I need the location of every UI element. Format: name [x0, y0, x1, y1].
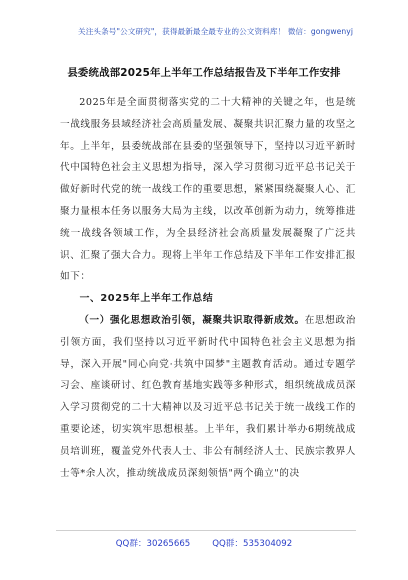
subsection-paragraph	[60, 310, 356, 484]
subsection-heading: （一）强化思想政治引领，凝聚共识取得新成效。	[79, 314, 305, 326]
document-body	[60, 92, 356, 484]
footer	[0, 537, 408, 549]
footer-qq-group-one: QQ群：30265665	[115, 539, 191, 549]
document-title: 县委统战部2025年上半年工作总结报告及下半年工作安排	[67, 67, 341, 79]
subsection-body: 在思想政治引领方面，我们坚持以习近平新时代中国特色社会主义思想为指导，深入开展"同心向党·共筑中国梦"主题教育活动。通过专题学习会、座谈研讨、红色教育基地实践等多种形式，组织统战成员深入学习贯彻党的二十大精神以及习近平总书记关于统一战线工作的重要论述，切实筑牢思想根基。上半年，我们累计举办6期统战成员培训班，覆盖党外代表人士、非公有制经济人士、民族宗教界人士等*余人次，推动统战成员深刻领悟"两个确立"的决	[60, 314, 357, 479]
promo-banner: 关注头条号"公文研究"，获得最新最全最专业的公文资料库！ 微信：gongwenyj	[78, 27, 354, 36]
footer-qq-group-two: QQ群：535304092	[212, 539, 293, 549]
section-heading: 一、2025年上半年工作总结	[79, 293, 214, 305]
footer-divider	[56, 530, 356, 531]
intro-paragraph: 2025年是全面贯彻落实党的二十大精神的关键之年，也是统一战线服务县域经济社会高质量发展、凝聚共识汇聚力量的攻坚之年。上半年，县委统战部在县委的坚强领导下，坚持以习近平新时代中国特色社会主义思想为指导，深入学习贯彻习近平总书记关于做好新时代党的统一战线工作的重要思想，紧紧围绕凝聚人心、汇聚力量根本任务以服务大局为主线，以改革创新为动力，统筹推进统一战线各领域工作，为全县经济社会高质量发展凝聚了广泛共识、汇聚了强大合力。现将上半年工作总结及下半年工作安排汇报如下：	[60, 97, 356, 283]
